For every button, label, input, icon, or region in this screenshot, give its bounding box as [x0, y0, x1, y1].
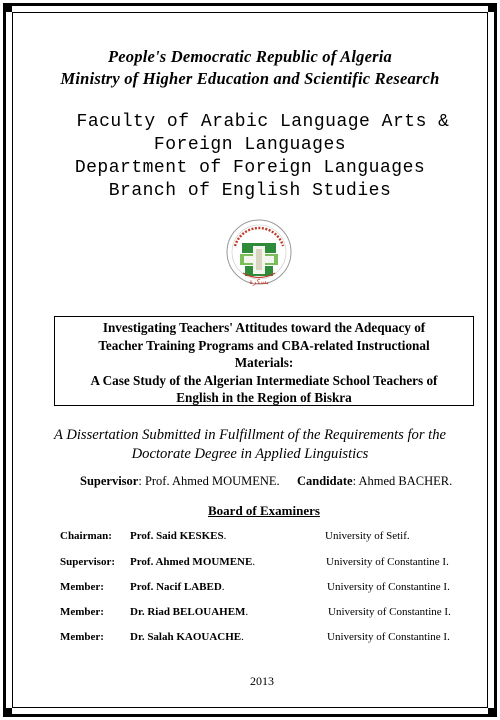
supervisor-label: Supervisor — [80, 474, 139, 488]
member-role: Chairman: — [60, 530, 112, 542]
republic-heading: People's Democratic Republic of Algeria — [108, 47, 392, 66]
board-member-row — [0, 530, 500, 548]
member-university: University of Setif. — [325, 530, 410, 542]
dissertation-degree: Doctorate Degree in Applied Linguistics — [131, 446, 369, 462]
member-role: Member: — [60, 606, 104, 618]
member-name-cell — [130, 530, 226, 542]
board-member-row — [0, 556, 500, 574]
board-member-row — [0, 631, 500, 649]
member-university: University of Constantine I. — [326, 556, 449, 568]
member-name-suffix: . — [252, 556, 256, 568]
supervisor-name: : Prof. Ahmed MOUMENE. — [138, 474, 280, 488]
member-name: Dr. Riad BELOUAHEM — [130, 606, 246, 618]
title-line: Teacher Training Programs and CBA-related Instructional — [98, 337, 430, 353]
title-line: English in the Region of Biskra — [176, 390, 352, 405]
member-name-cell — [130, 581, 225, 593]
dissertation-title-box — [54, 316, 474, 406]
member-name: Prof. Ahmed MOUMENE — [130, 556, 253, 568]
member-university: University of Constantine I. — [327, 581, 450, 593]
member-name-suffix: . — [245, 606, 249, 618]
member-name-suffix: . — [221, 581, 225, 593]
department-name: Department of Foreign Languages — [74, 158, 426, 178]
title-line: Investigating Teachers' Attitudes toward the Adequacy of — [102, 320, 426, 335]
member-university: University of Constantine I. — [328, 606, 451, 618]
border-corner — [3, 3, 12, 12]
board-member-row — [0, 606, 500, 624]
supervisor-line — [80, 474, 280, 489]
border-corner — [488, 708, 497, 717]
member-name-suffix: . — [223, 530, 227, 542]
faculty-name-cont: Foreign Languages — [153, 135, 347, 155]
dissertation-statement: A Dissertation Submitted in Fulfillment of the Requirements for the — [54, 427, 446, 443]
faculty-name: Faculty of Arabic Language Arts & — [76, 112, 450, 132]
candidate-name: : Ahmed BACHER. — [352, 474, 453, 488]
member-name-cell — [130, 606, 248, 618]
border-corner — [3, 708, 12, 717]
member-role: Supervisor: — [60, 556, 115, 568]
candidate-line — [297, 474, 452, 489]
year: 2013 — [250, 674, 274, 688]
emblem-caption: بسكرة — [249, 278, 269, 286]
title-line: Materials: — [234, 355, 294, 370]
member-role: Member: — [60, 631, 104, 643]
member-role: Member: — [60, 581, 104, 593]
candidate-label: Candidate — [297, 474, 353, 488]
member-name-suffix: . — [241, 631, 244, 643]
ministry-heading: Ministry of Higher Education and Scientific Research — [60, 69, 440, 88]
border-corner — [488, 3, 497, 12]
branch-name: Branch of English Studies — [108, 181, 392, 201]
member-university: University of Constantine I. — [327, 631, 450, 643]
member-name: Prof. Said KESKES — [130, 530, 224, 542]
member-name-cell — [130, 556, 255, 568]
title-line: A Case Study of the Algerian Intermediate School Teachers of — [90, 372, 438, 388]
board-member-row — [0, 581, 500, 599]
member-name-cell — [130, 631, 244, 643]
member-name: Prof. Nacif LABED — [130, 581, 222, 593]
member-name: Dr. Salah KAOUACHE — [130, 631, 242, 643]
board-heading: Board of Examiners — [208, 503, 320, 518]
university-emblem-icon — [223, 216, 295, 292]
